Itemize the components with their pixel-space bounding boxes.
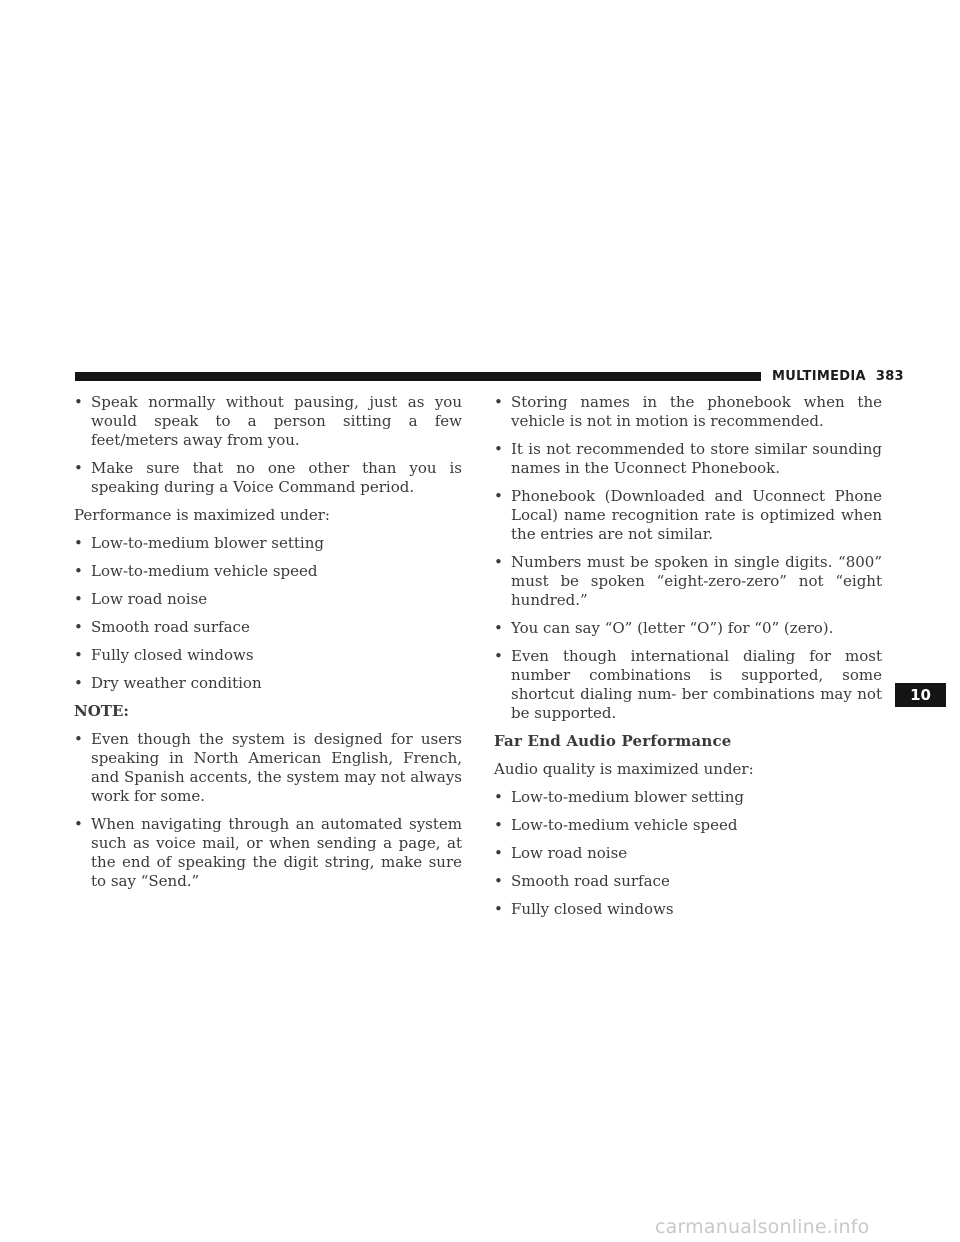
bullet-icon: • <box>494 440 503 458</box>
bullet-icon: • <box>74 393 83 411</box>
list-item: • Low-to-medium blower setting <box>494 788 744 806</box>
note-label: NOTE: <box>74 702 129 720</box>
list-item: • Numbers must be spoken in single digits. “800” must be spoken “eight-zero-zero” not “eight hundred.” <box>494 553 882 609</box>
bullet-icon: • <box>494 393 503 411</box>
bullet-icon: • <box>74 815 83 833</box>
list-item: • It is not recommended to store similar sounding names in the Uconnect Phonebook. <box>494 440 882 477</box>
header-rule <box>75 372 761 381</box>
bullet-icon: • <box>494 788 503 806</box>
list-item: • You can say “O” (letter “O”) for “0” (zero). <box>494 619 834 637</box>
bullet-icon: • <box>74 618 83 636</box>
watermark: carmanualsonline.info <box>655 1216 870 1238</box>
bullet-icon: • <box>494 872 503 890</box>
list-item: • Even though international dialing for most number combinations is supported, some shortcut dialing num- ber combinations may not be supported. <box>494 647 882 722</box>
list-item: • Low road noise <box>494 844 628 862</box>
running-header <box>772 369 904 384</box>
list-item: • Fully closed windows <box>494 900 674 918</box>
page-number: 383 <box>875 369 904 384</box>
bullet-icon: • <box>74 646 83 664</box>
section-title: MULTIMEDIA <box>772 369 866 384</box>
left-column <box>74 393 462 900</box>
list-item: • Smooth road surface <box>74 618 250 636</box>
list-item: • Speak normally without pausing, just as you would speak to a person sitting a few feet/meters away from you. <box>74 393 462 449</box>
bullet-icon: • <box>494 553 503 571</box>
bullet-icon: • <box>74 534 83 552</box>
list-item: • Low-to-medium vehicle speed <box>74 562 318 580</box>
bullet-icon: • <box>494 900 503 918</box>
bullet-icon: • <box>494 844 503 862</box>
bullet-icon: • <box>74 730 83 748</box>
list-item: • Storing names in the phonebook when the vehicle is not in motion is recommended. <box>494 393 882 430</box>
list-item: • Make sure that no one other than you is speaking during a Voice Command period. <box>74 459 462 496</box>
list-item: • Low-to-medium blower setting <box>74 534 324 552</box>
section-heading: Far End Audio Performance <box>494 732 732 750</box>
list-item: • Smooth road surface <box>494 872 670 890</box>
list-item: • Fully closed windows <box>74 646 254 664</box>
bullet-icon: • <box>74 459 83 477</box>
chapter-tab: 10 <box>895 683 946 707</box>
bullet-icon: • <box>494 647 503 665</box>
bullet-icon: • <box>494 619 503 637</box>
bullet-icon: • <box>74 674 83 692</box>
list-item: • Low road noise <box>74 590 208 608</box>
list-item: • Phonebook (Downloaded and Uconnect Phone Local) name recognition rate is optimized when the entries are not similar. <box>494 487 882 543</box>
bullet-icon: • <box>74 562 83 580</box>
audio-intro: Audio quality is maximized under: <box>494 760 754 778</box>
right-column <box>494 393 882 928</box>
bullet-icon: • <box>494 487 503 505</box>
performance-intro: Performance is maximized under: <box>74 506 330 524</box>
list-item: • When navigating through an automated system such as voice mail, or when sending a page, at the end of speaking the digit string, make sure to say “Send.” <box>74 815 462 890</box>
list-item: • Even though the system is designed for users speaking in North American English, French, and Spanish accents, the system may not always work for some. <box>74 730 462 805</box>
list-item: • Dry weather condition <box>74 674 262 692</box>
bullet-icon: • <box>494 816 503 834</box>
list-item: • Low-to-medium vehicle speed <box>494 816 738 834</box>
bullet-icon: • <box>74 590 83 608</box>
